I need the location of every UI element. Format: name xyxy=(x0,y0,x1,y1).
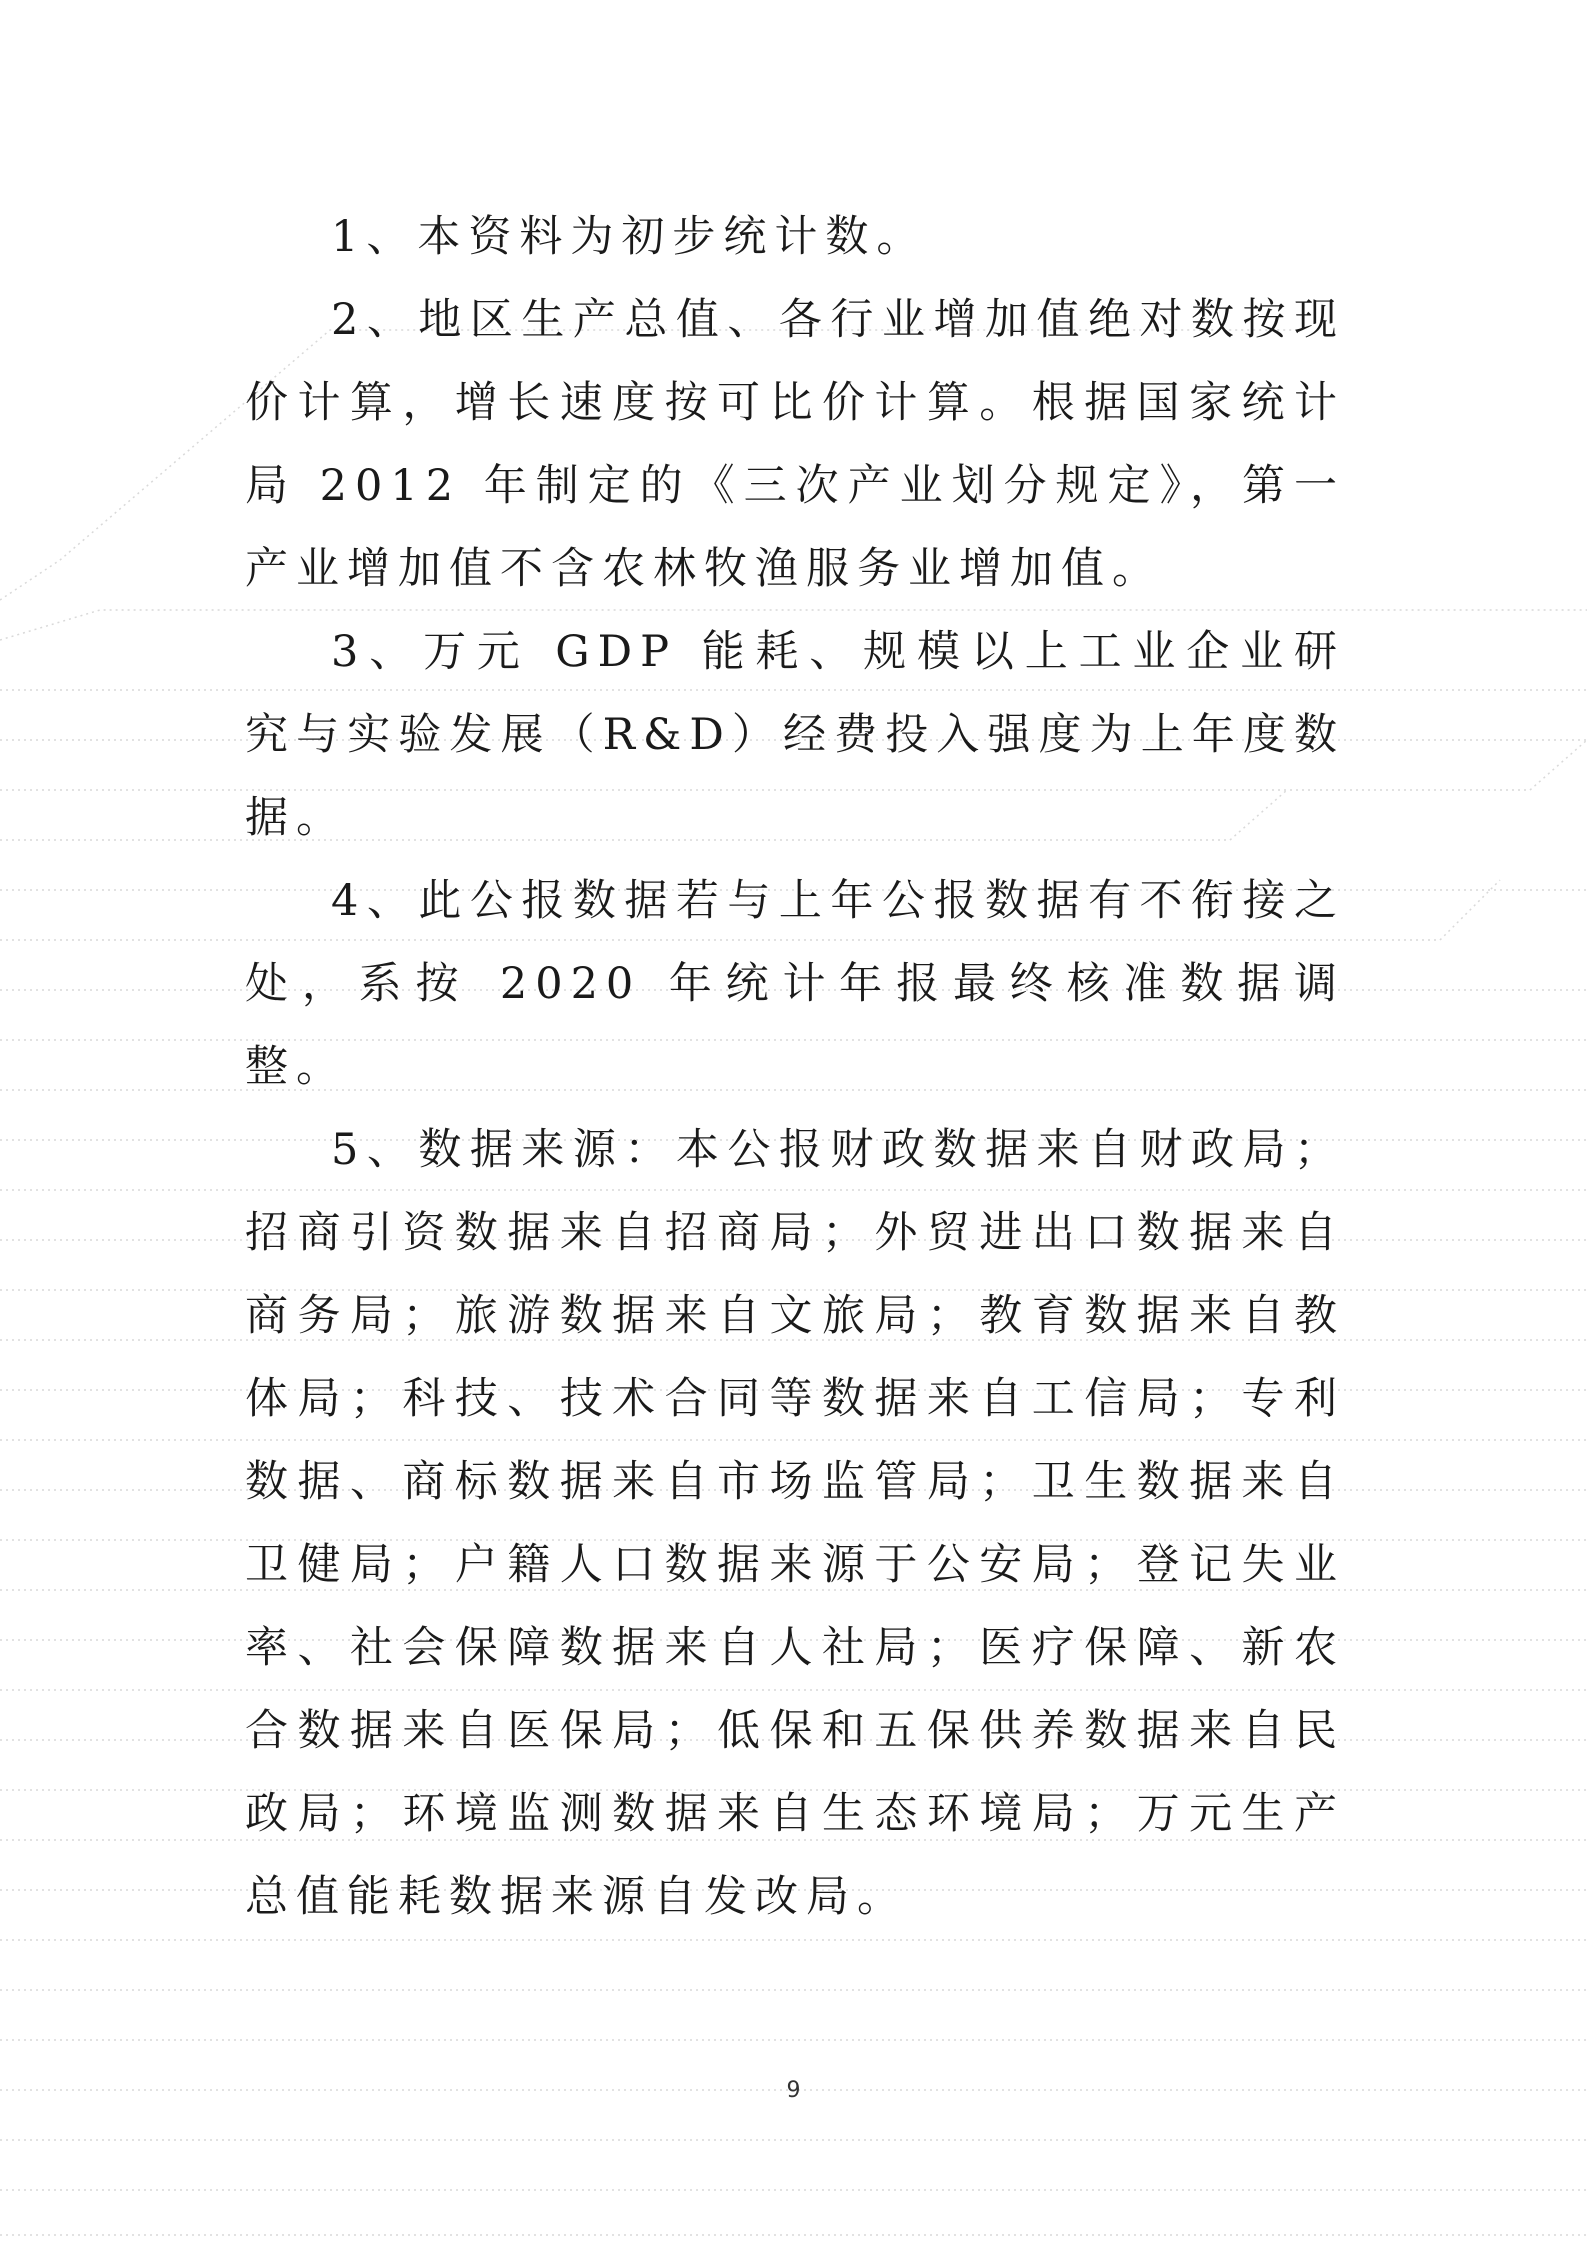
note-4: 4、此公报数据若与上年公报数据有不衔接之处，系按 2020 年统计年报最终核准数据调整。 xyxy=(245,876,1345,1092)
note-5: 5、数据来源：本公报财政数据来自财政局；招商引资数据来自招商局；外贸进出口数据来自商务局；旅游数据来自文旅局；教育数据来自教体局；科技、技术合同等数据来自工信局；专利数据、商标数据来自市场监管局；卫生数据来自卫健局；户籍人口数据来源于公安局；登记失业率、社会保障数据来自人社局；医疗保障、新农合数据来自医保局；低保和五保供养数据来自民政局；环境监测数据来自生态环境局；万元生产总值能耗数据来源自发改局。 xyxy=(245,1125,1345,1922)
notes-section xyxy=(245,196,1345,1939)
page-number: 9 xyxy=(786,2078,801,2103)
note-3: 3、万元 GDP 能耗、规模以上工业企业研究与实验发展（R&D）经费投入强度为上年度数据。 xyxy=(245,627,1345,843)
note-1: 1、本资料为初步统计数。 xyxy=(331,212,928,262)
note-2: 2、地区生产总值、各行业增加值绝对数按现价计算，增长速度按可比价计算。根据国家统计局 2012 年制定的《三次产业划分规定》，第一产业增加值不含农林牧渔服务业增加值。 xyxy=(245,295,1345,594)
